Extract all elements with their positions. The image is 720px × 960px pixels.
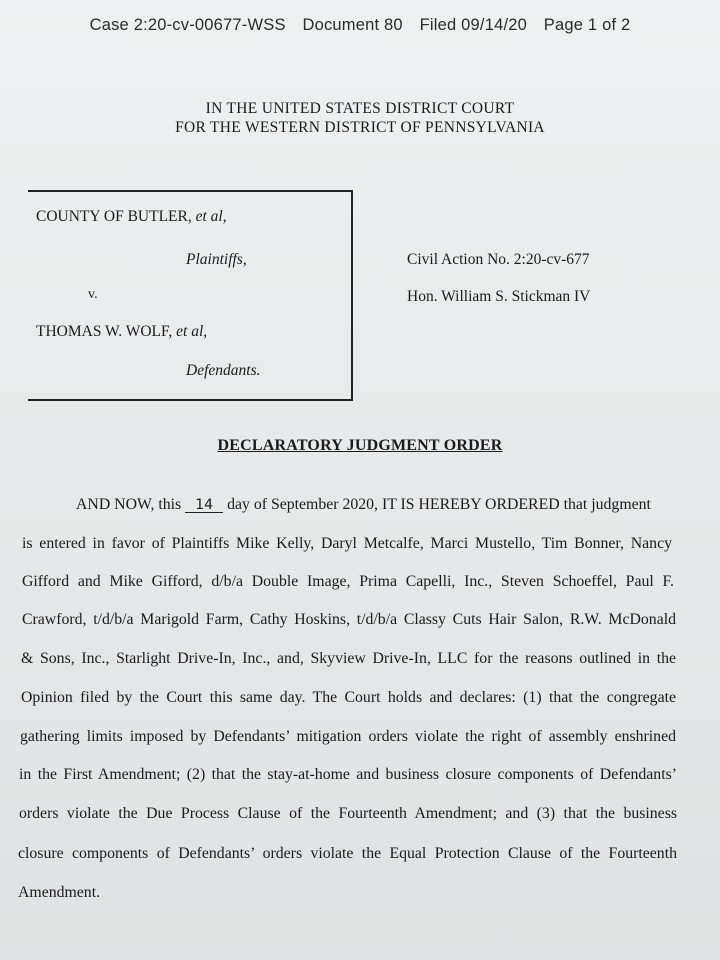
order-title: DECLARATORY JUDGMENT ORDER (217, 437, 503, 454)
order-line-8: orders violate the Due Process Clause of the Fourteenth Amendment; and (3) that the business (19, 805, 677, 822)
filing-header (0, 16, 720, 35)
case-number: Case 2:20-cv-00677-WSS (89, 16, 286, 34)
judge-name: Hon. William S. Stickman IV (407, 288, 591, 305)
plaintiffs-label (186, 251, 247, 269)
defendant-name: THOMAS W. WOLF, (36, 323, 173, 340)
order-line-7: in the First Amendment; (2) that the stay-at-home and business closure components of Defendants’ (19, 766, 677, 783)
order-intro-line (76, 496, 672, 514)
order-last-line: Amendment. (18, 884, 101, 901)
intro-before: AND NOW, this (76, 496, 182, 513)
handwritten-day: 14 (185, 498, 223, 513)
order-line-5: Opinion filed by the Court this same day. The Court holds and declares: (1) that the congregate (21, 689, 676, 706)
order-line-9: closure components of Defendants’ orders violate the Equal Protection Clause of the Fourteenth (18, 845, 677, 862)
order-line-2: Gifford and Mike Gifford, d/b/a Double Image, Prima Capelli, Inc., Steven Schoeffel, Paul F. (22, 573, 674, 590)
intro-after: day of September 2020, IT IS HEREBY ORDERED that judgment (227, 496, 651, 513)
versus: v. (88, 287, 98, 302)
page-count: Page 1 of 2 (543, 16, 631, 34)
order-line-6: gathering limits imposed by Defendants’ mitigation orders violate the right of assembly enshrined (20, 728, 676, 745)
defendants-label-text: Defendants. (186, 362, 261, 379)
court-line-1: IN THE UNITED STATES DISTRICT COURT (205, 100, 515, 117)
order-line-3: Crawford, t/d/b/a Marigold Farm, Cathy Hoskins, t/d/b/a Classy Cuts Hair Salon, R.W. McDonald (22, 611, 676, 628)
order-line-4: & Sons, Inc., Starlight Drive-In, Inc., and, Skyview Drive-In, LLC for the reasons outlined in the (21, 650, 676, 667)
document-number: Document 80 (302, 16, 403, 34)
civil-action-number: Civil Action No. 2:20-cv-677 (407, 251, 590, 268)
plaintiffs-label-text: Plaintiffs, (186, 251, 247, 268)
defendant-line (36, 323, 207, 341)
plaintiff-name: COUNTY OF BUTLER, (36, 208, 192, 225)
defendant-etal: et al, (176, 323, 208, 340)
plaintiff-line (36, 208, 227, 226)
order-line-1: is entered in favor of Plaintiffs Mike Kelly, Daryl Metcalfe, Marci Mustello, Tim Bonner, Nancy (22, 535, 672, 552)
court-line-2: FOR THE WESTERN DISTRICT OF PENNSYLVANIA (175, 119, 545, 136)
filed-date: Filed 09/14/20 (419, 16, 527, 34)
court-heading (0, 99, 720, 137)
plaintiff-etal: et al, (195, 208, 227, 225)
defendants-label (186, 362, 260, 380)
